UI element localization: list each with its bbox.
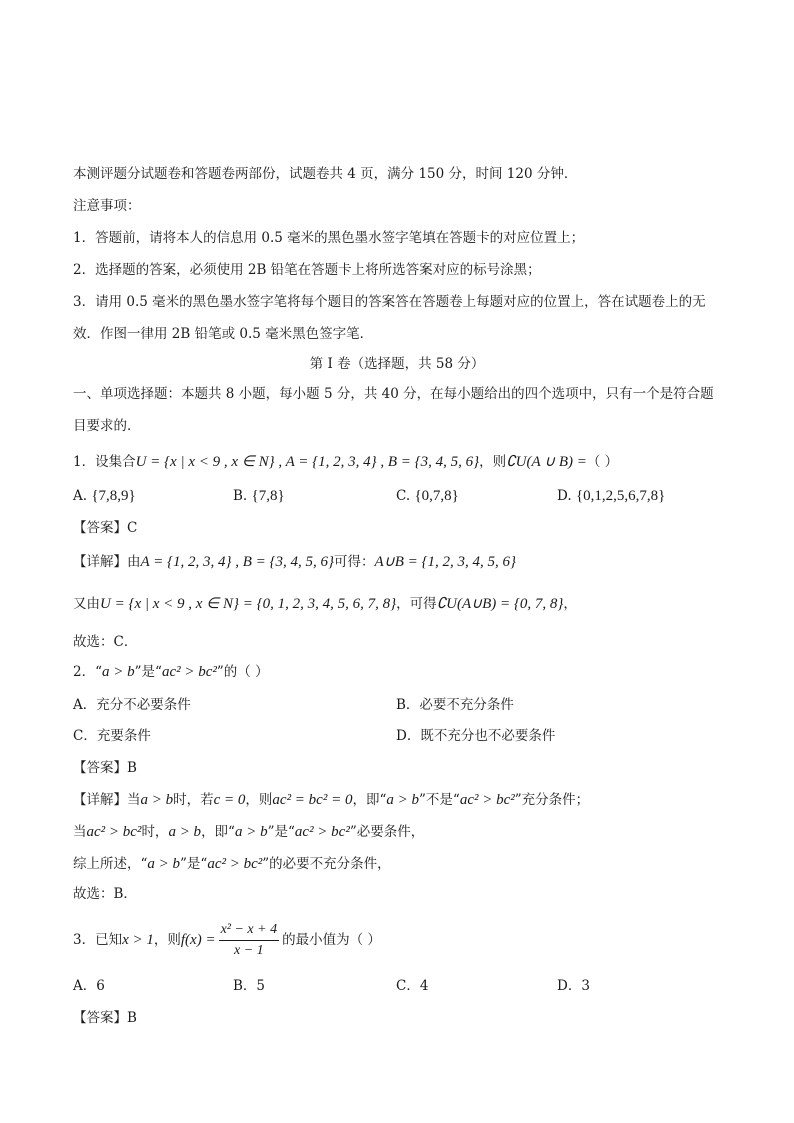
q1-prefix: 1．设集合 [73, 454, 136, 470]
q1-option-b: B. {7,8} [233, 488, 285, 504]
q3-fraction: $\frac{\text{x² − x + 4}}{x - 1}$ [220, 922, 278, 958]
q2-conclusion: 故选：B． [73, 886, 137, 902]
q1-then: ，则 [479, 454, 507, 470]
q1-conclusion: 故选：C． [73, 634, 138, 650]
q3-option-c: C．4 [396, 978, 429, 994]
q1-option-a: A. {7,8,9} [73, 488, 136, 504]
q2-option-b: B．必要不充分条件 [396, 697, 514, 713]
note-3-line-2: 效．作图一律用 2B 铅笔或 0.5 毫米黑色签字笔． [73, 326, 374, 342]
section-title: 第 I 卷（选择题，共 58 分） [309, 356, 485, 372]
note-1: 1．答题前，请将本人的信息用 0.5 毫米的黑色墨水签字笔填在答题卡的对应位置上； [73, 230, 585, 246]
q2-option-a: A．充分不必要条件 [73, 697, 191, 713]
question-2: 2．“a > b”是“ac² > bc²”的（ ） [73, 664, 269, 680]
section-desc-line-2: 目要求的． [73, 418, 141, 434]
q1-option-c: C. {0,7,8} [396, 488, 459, 504]
q2-detail-line-3: 综上所述，“a > b”是“ac² > bc²”的必要不充分条件， [73, 856, 391, 872]
notes-title: 注意事项： [73, 198, 141, 214]
q1-paren: （ ） [586, 454, 619, 470]
q3-option-d: D．3 [557, 978, 590, 994]
q1-complement: ∁U(A ∪ B) = [506, 454, 587, 470]
q1-detail-line-2: 又由U = {x | x < 9 , x ∈ N} = {0, 1, 2, 3, 4, 5, 6, 7, 8}，可得∁U(A∪B) = {0, 7, 8}， [73, 596, 577, 612]
q2-detail-line-1: 【详解】当a > b时，若c = 0，则ac² = bc² = 0，即“a > b”不是“ac² > bc²”充分条件； [73, 792, 590, 808]
note-2: 2．选择题的答案，必须使用 2B 铅笔在答题卡上将所选答案对应的标号涂黑； [73, 262, 541, 278]
section-desc-line-1: 一、单项选择题：本题共 8 小题，每小题 5 分，共 40 分，在每小题给出的四个选项中，只有一个是符合题 [73, 386, 714, 402]
q3-answer: 【答案】B [73, 1010, 137, 1026]
q2-option-d: D．既不充分也不必要条件 [396, 728, 556, 744]
q1-answer: 【答案】C [73, 520, 138, 536]
q2-answer: 【答案】B [73, 760, 137, 776]
intro-line: 本测评题分试题卷和答题卷两部份，试题卷共 4 页，满分 150 分，时间 120 分钟． [73, 166, 578, 182]
q2-detail-line-2: 当ac² > bc²时，a > b，即“a > b”是“ac² > bc²”必要条件， [73, 824, 425, 840]
q2-option-c: C．充要条件 [73, 728, 151, 744]
q1-set-definition: U = {x | x < 9 , x ∈ N} , A = {1, 2, 3, 4} , B = {3, 4, 5, 6} [135, 454, 480, 470]
question-3: 3．已知x > 1，则f(x) = $\frac{\text{x² − x + 4}}{x - 1}$ 的最小值为（ ） [73, 922, 381, 958]
q3-option-a: A．6 [73, 978, 105, 994]
question-1 [73, 452, 618, 472]
q1-option-d: D. {0,1,2,5,6,7,8} [557, 488, 666, 504]
note-3-line-1: 3．请用 0.5 毫米的黑色墨水签字笔将每个题目的答案答在答题卷上每题对应的位置上，答在试题卷上的无 [73, 294, 706, 310]
q1-detail-line-1: 【详解】由A = {1, 2, 3, 4} , B = {3, 4, 5, 6}可得：A∪B = {1, 2, 3, 4, 5, 6} [73, 554, 516, 570]
q3-option-b: B．5 [233, 978, 266, 994]
